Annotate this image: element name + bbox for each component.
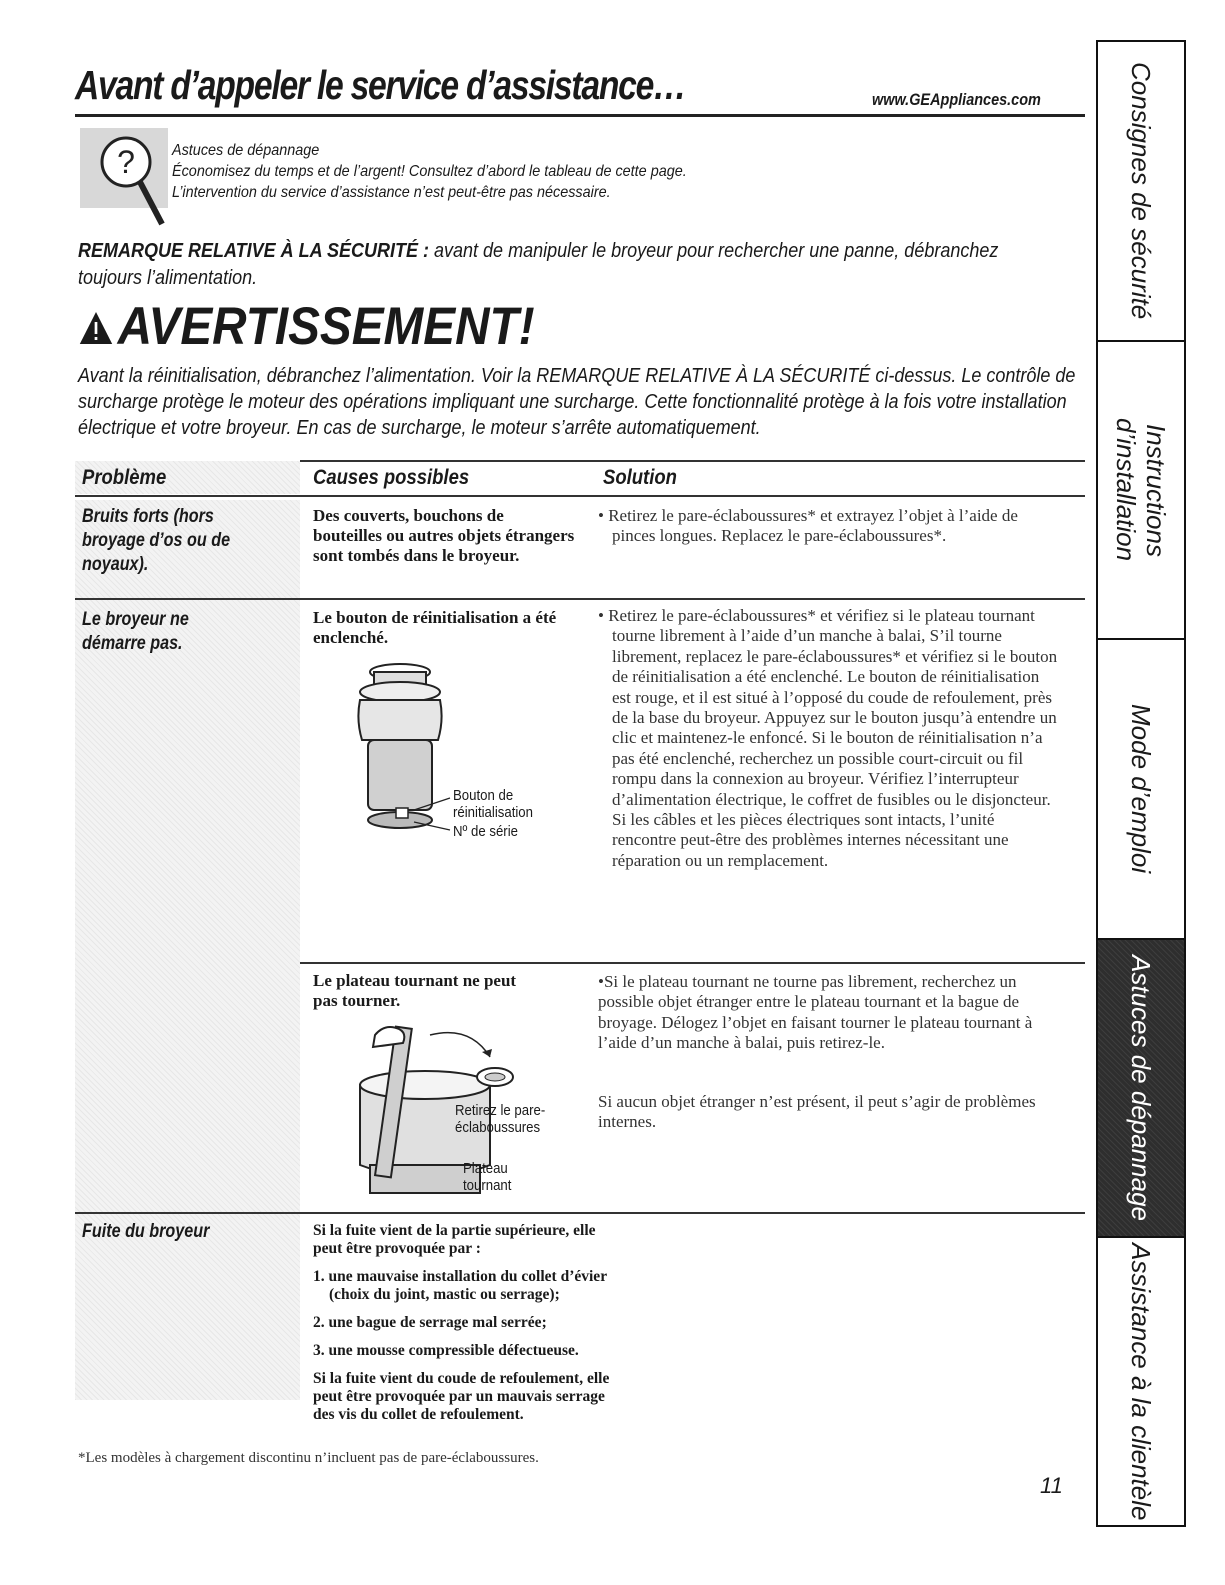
website-url[interactable]: www.GEAppliances.com [872, 90, 1041, 109]
header-rule [75, 495, 1085, 497]
table-top-rule [300, 460, 1085, 462]
tab-usage-label: Mode d’emploi [1126, 704, 1156, 874]
cause-foreign-objects: Des couverts, bouchons de bouteilles ou autres objets étrangers sont tombés dans le broyeur. [313, 506, 575, 565]
tips-text [172, 140, 687, 203]
problem-loud-noise: Bruits forts (hors broyage d’os ou de noyaux). [82, 506, 231, 575]
header-causes: Causes possibles [313, 466, 470, 489]
header-problem: Problème [82, 466, 167, 489]
warning-body: Avant la réinitialisation, débranchez l’alimentation. Voir la REMARQUE RELATIVE À LA SÉCURITÉ ci-dessus. Le contrôle de surcharge protège le moteur des opérations impliquant une surcharge. Cette fonctionnalité protège à la fois votre installation électrique et votre broyeur. En cas de surcharge, le moteur s’arrête automatiquement. [78, 365, 1076, 439]
tab-installation-label: Instructions d’installation [1111, 418, 1171, 562]
tab-installation[interactable] [1098, 342, 1184, 640]
tab-customer-service[interactable] [1098, 1238, 1184, 1525]
label-reset-button: Bouton de réinitialisation [453, 787, 533, 821]
label-turntable: Plateau tournant [463, 1160, 512, 1194]
tab-safety[interactable] [1098, 42, 1184, 342]
tips-line-2: Économisez du temps et de l’argent! Consultez d’abord le tableau de cette page. [172, 163, 687, 180]
safety-text: avant de manipuler le broyeur pour rechercher une panne, débranchez toujours l’alimentation. [78, 240, 999, 289]
solution-check-reset: • Retirez le pare-éclaboussures* et vérifiez si le plateau tournant tourne librement à l’aide d’un manche à balai, S’il tourne librement, replacez le pare-éclaboussures* et vérifiez si le bouton de réinitialisation a été enclenché. Le bouton de réinitialisation est rouge, et il est situé à l’opposé du coude de refoulement, près de la base du broyeur. Appuyez sur le bouton jusqu’à entendre un clic et maintenez-le enfoncé. Si le bouton de réinitialisation n’a pas été enclenché, recherchez un possible court-circuit ou fil rompu dans la connexion au broyeur. Vérifiez l’interrupteur d’alimentation électrique, le coffret de fusibles ou le disjoncteur. Si les câbles et les pièces électriques sont intacts, l’unité rencontre peut-être des problèmes internes nécessitant une réparation ou un remplacement. [598, 606, 1058, 870]
header-solution: Solution [603, 466, 677, 489]
safety-label: REMARQUE RELATIVE À LA SÉCURITÉ : [78, 240, 430, 262]
row1-rule [75, 598, 1085, 600]
cause-reset-button: Le bouton de réinitialisation a été enclenché. [313, 608, 557, 647]
leak-item-1: 1. une mauvaise installation du collet d’évier (choix du joint, mastic ou serrage); [313, 1268, 607, 1303]
warning-title: AVERTISSEMENT! [117, 297, 535, 356]
leak-outro: Si la fuite vient du coude de refoulement, elle peut être provoquée par un mauvais serrage des vis du collet de refoulement. [313, 1370, 610, 1423]
tab-safety-label: Consignes de sécurité [1126, 62, 1156, 320]
page-number: 11 [1040, 1473, 1063, 1498]
label-remove-splash-guard: Retirez le pare-éclaboussures [455, 1102, 546, 1136]
leak-item-2: 2. une bague de serrage mal serrée; [313, 1314, 547, 1331]
problem-leak: Fuite du broyeur [82, 1221, 210, 1242]
disposer-illustration [340, 660, 460, 840]
tips-line-3: L’intervention du service d’assistance n’est peut-être pas nécessaire. [172, 184, 611, 201]
tips-title: Astuces de dépannage [172, 142, 320, 159]
warning-triangle-icon [78, 310, 114, 346]
leak-intro: Si la fuite vient de la partie supérieure, elle peut être provoquée par : [313, 1222, 596, 1257]
label-serial-number: Nº de série [453, 823, 518, 840]
footnote: *Les modèles à chargement discontinu n’incluent pas de pare-éclaboussures. [78, 1450, 539, 1466]
question-mark-magnifier-icon [80, 128, 168, 228]
tab-usage[interactable] [1098, 640, 1184, 940]
side-tab-bar [1096, 40, 1186, 1527]
row2-rule [300, 962, 1085, 964]
tab-customer-service-label: Assistance à la clientèle [1126, 1242, 1156, 1521]
leak-causes [313, 1222, 623, 1424]
solution-remove-object: • Retirez le pare-éclaboussures* et extrayez l’objet à l’aide de pinces longues. Replacez le pare-éclaboussures*. [598, 506, 1018, 546]
safety-note [78, 238, 1014, 292]
leak-item-3: 3. une mousse compressible défectueuse. [313, 1342, 579, 1359]
cause-plate-stuck: Le plateau tournant ne peut pas tourner. [313, 971, 517, 1010]
problem-wont-start: Le broyeur ne démarre pas. [82, 609, 189, 654]
title-divider [75, 114, 1085, 117]
row3-rule [75, 1212, 1085, 1214]
svg-text:?: ? [117, 144, 135, 180]
tab-troubleshooting[interactable] [1098, 940, 1184, 1238]
warning-heading [78, 296, 535, 357]
solution-internal-problems: Si aucun objet étranger n’est présent, il peut s’agir de problèmes internes. [598, 1092, 1036, 1132]
page-title: Avant d’appeler le service d’assistance… [75, 62, 686, 108]
tab-troubleshooting-label: Astuces de dépannage [1126, 955, 1156, 1221]
solution-free-turntable: •Si le plateau tournant ne tourne pas librement, recherchez un possible objet étranger entre le plateau tournant et la bague de broyage. Délogez l’objet en faisant tourner le plateau tournant à l’aide d’un manche à balai, puis retirez-le. [598, 972, 1033, 1053]
